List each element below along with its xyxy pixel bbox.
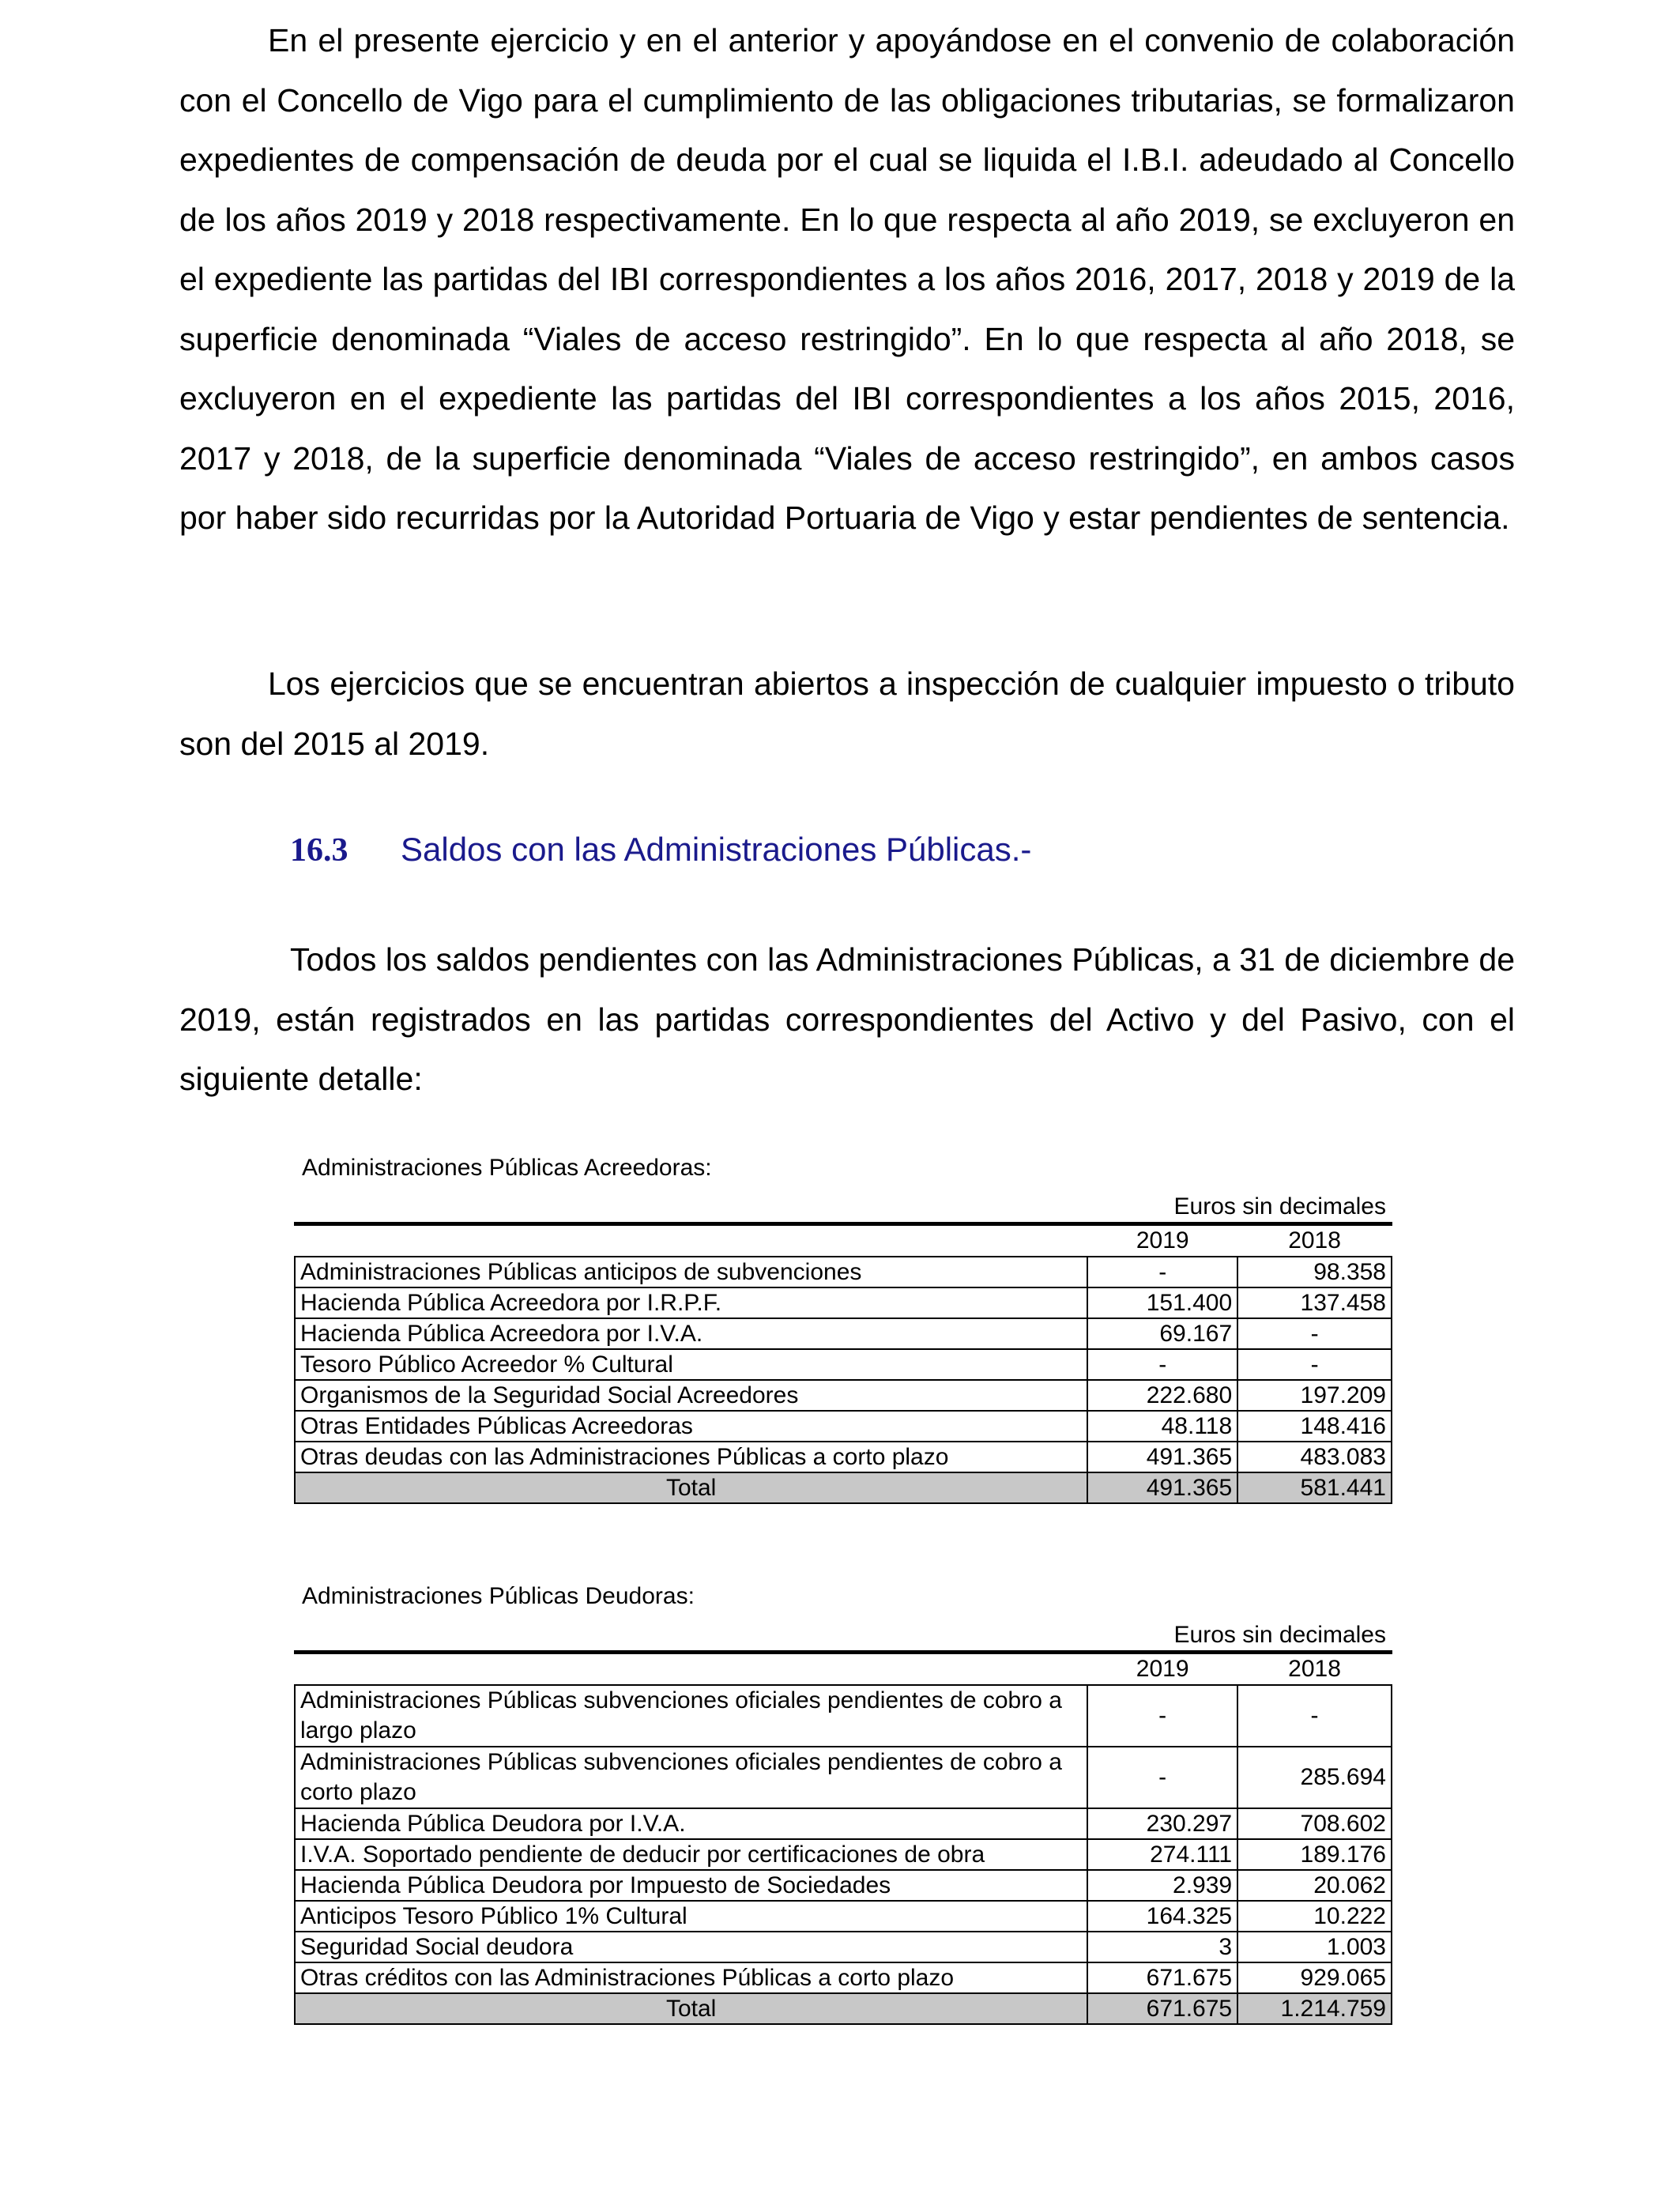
value-2019: - xyxy=(1087,1257,1237,1287)
table-row xyxy=(295,1901,1392,1932)
year-header: 2018 xyxy=(1288,1656,1341,1682)
row-label: Anticipos Tesoro Público 1% Cultural xyxy=(295,1901,1087,1932)
row-label: Hacienda Pública Acreedora por I.V.A. xyxy=(295,1318,1087,1349)
creditor-balances-block xyxy=(294,1144,1392,1504)
year-header: 2019 xyxy=(1136,1227,1189,1253)
value-2018: 20.062 xyxy=(1237,1870,1392,1901)
paragraph-text: Los ejercicios que se encuentran abiertos a inspección de cualquier impuesto o tributo son del 2015 al 2019. xyxy=(179,665,1515,762)
table-units: Euros sin decimales xyxy=(294,1192,1392,1226)
row-label: Hacienda Pública Deudora por Impuesto de Sociedades xyxy=(295,1870,1087,1901)
table-caption: Administraciones Públicas Acreedoras: xyxy=(302,1155,712,1181)
year-header: 2018 xyxy=(1288,1227,1341,1253)
empty-header-cell xyxy=(295,1654,1087,1685)
table-row xyxy=(295,1349,1392,1380)
value-2019: 164.325 xyxy=(1087,1901,1237,1932)
table-caption: Administraciones Públicas Deudoras: xyxy=(302,1583,695,1609)
table-row xyxy=(295,1962,1392,1993)
total-2018: 1.214.759 xyxy=(1237,1993,1392,2024)
table-row xyxy=(295,1870,1392,1901)
section-title: Saldos con las Administraciones Públicas.- xyxy=(401,831,1032,868)
table-row xyxy=(295,1257,1392,1287)
value-2018: 483.083 xyxy=(1237,1442,1392,1472)
row-label: Hacienda Pública Acreedora por I.R.P.F. xyxy=(295,1287,1087,1318)
paragraph-balances-intro xyxy=(179,930,1515,1110)
total-row xyxy=(295,1472,1392,1503)
value-2018: 189.176 xyxy=(1237,1839,1392,1870)
value-2018: 708.602 xyxy=(1237,1808,1392,1839)
row-label: Administraciones Públicas subvenciones oficiales pendientes de cobro a corto plazo xyxy=(295,1747,1087,1808)
table-units: Euros sin decimales xyxy=(294,1620,1392,1654)
row-label: Otras deudas con las Administraciones Públicas a corto plazo xyxy=(295,1442,1087,1472)
value-2018: 929.065 xyxy=(1237,1962,1392,1993)
paragraph-ibi-compensation xyxy=(179,11,1515,548)
table-row xyxy=(295,1839,1392,1870)
value-2018: - xyxy=(1237,1349,1392,1380)
empty-header-cell xyxy=(295,1226,1087,1257)
row-label: Tesoro Público Acreedor % Cultural xyxy=(295,1349,1087,1380)
table-row xyxy=(295,1287,1392,1318)
total-label: Total xyxy=(295,1472,1087,1503)
value-2019: 2.939 xyxy=(1087,1870,1237,1901)
total-row xyxy=(295,1993,1392,2024)
value-2018: 285.694 xyxy=(1237,1747,1392,1808)
value-2018: 148.416 xyxy=(1237,1411,1392,1442)
year-header: 2019 xyxy=(1136,1656,1189,1682)
section-number: 16.3 xyxy=(290,832,348,869)
value-2019: 151.400 xyxy=(1087,1287,1237,1318)
paragraph-text: Todos los saldos pendientes con las Administraciones Públicas, a 31 de diciembre de 2019, están registrados en las partidas correspondientes del Activo y del Pasivo, con el siguiente detalle: xyxy=(179,941,1515,1097)
table-row xyxy=(295,1380,1392,1411)
row-label: Organismos de la Seguridad Social Acreedores xyxy=(295,1380,1087,1411)
value-2019: 3 xyxy=(1087,1932,1237,1962)
value-2019: 491.365 xyxy=(1087,1442,1237,1472)
value-2018: 10.222 xyxy=(1237,1901,1392,1932)
value-2019: - xyxy=(1087,1685,1237,1747)
value-2018: 1.003 xyxy=(1237,1932,1392,1962)
value-2019: 48.118 xyxy=(1087,1411,1237,1442)
value-2018: - xyxy=(1237,1318,1392,1349)
creditor-balances-table xyxy=(294,1226,1392,1504)
row-label: I.V.A. Soportado pendiente de deducir por certificaciones de obra xyxy=(295,1839,1087,1870)
paragraph-open-years xyxy=(179,654,1515,774)
row-label: Hacienda Pública Deudora por I.V.A. xyxy=(295,1808,1087,1839)
row-label: Seguridad Social deudora xyxy=(295,1932,1087,1962)
value-2019: 69.167 xyxy=(1087,1318,1237,1349)
value-2019: 222.680 xyxy=(1087,1380,1237,1411)
debtor-balances-block xyxy=(294,1573,1392,2025)
value-2018: 137.458 xyxy=(1237,1287,1392,1318)
value-2018: 98.358 xyxy=(1237,1257,1392,1287)
table-row xyxy=(295,1318,1392,1349)
row-label: Otras créditos con las Administraciones Públicas a corto plazo xyxy=(295,1962,1087,1993)
row-label: Administraciones Públicas anticipos de subvenciones xyxy=(295,1257,1087,1287)
total-2018: 581.441 xyxy=(1237,1472,1392,1503)
table-row xyxy=(295,1747,1392,1808)
table-row xyxy=(295,1411,1392,1442)
total-2019: 491.365 xyxy=(1087,1472,1237,1503)
total-label: Total xyxy=(295,1993,1087,2024)
year-header-row xyxy=(295,1654,1392,1685)
value-2019: 671.675 xyxy=(1087,1962,1237,1993)
section-heading xyxy=(290,822,1031,877)
value-2019: 274.111 xyxy=(1087,1839,1237,1870)
table-row xyxy=(295,1932,1392,1962)
row-label: Administraciones Públicas subvenciones oficiales pendientes de cobro a largo plazo xyxy=(295,1685,1087,1747)
value-2018: 197.209 xyxy=(1237,1380,1392,1411)
row-label: Otras Entidades Públicas Acreedoras xyxy=(295,1411,1087,1442)
debtor-balances-table xyxy=(294,1654,1392,2025)
value-2019: - xyxy=(1087,1349,1237,1380)
value-2019: - xyxy=(1087,1747,1237,1808)
table-row xyxy=(295,1685,1392,1747)
value-2018: - xyxy=(1237,1685,1392,1747)
year-header-row xyxy=(295,1226,1392,1257)
total-2019: 671.675 xyxy=(1087,1993,1237,2024)
paragraph-text: En el presente ejercicio y en el anterior y apoyándose en el convenio de colaboración con el Concello de Vigo para el cumplimiento de las obligaciones tributarias, se formalizaron expedientes de compensación de deuda por el cual se liquida el I.B.I. adeudado al Concello de los años 2019 y 2018 respectivamente. En lo que respecta al año 2019, se excluyeron en el expediente las partidas del IBI correspondientes a los años 2016, 2017, 2018 y 2019 de la superficie denominada “Viales de acceso restringido”. En lo que respecta al año 2018, se excluyeron en el expediente las partidas del IBI correspondientes a los años 2015, 2016, 2017 y 2018, de la superficie denominada “Viales de acceso restringido”, en ambos casos por haber sido recurridas por la Autoridad Portuaria de Vigo y estar pendientes de sentencia. xyxy=(179,22,1515,536)
table-row xyxy=(295,1808,1392,1839)
value-2019: 230.297 xyxy=(1087,1808,1237,1839)
table-row xyxy=(295,1442,1392,1472)
